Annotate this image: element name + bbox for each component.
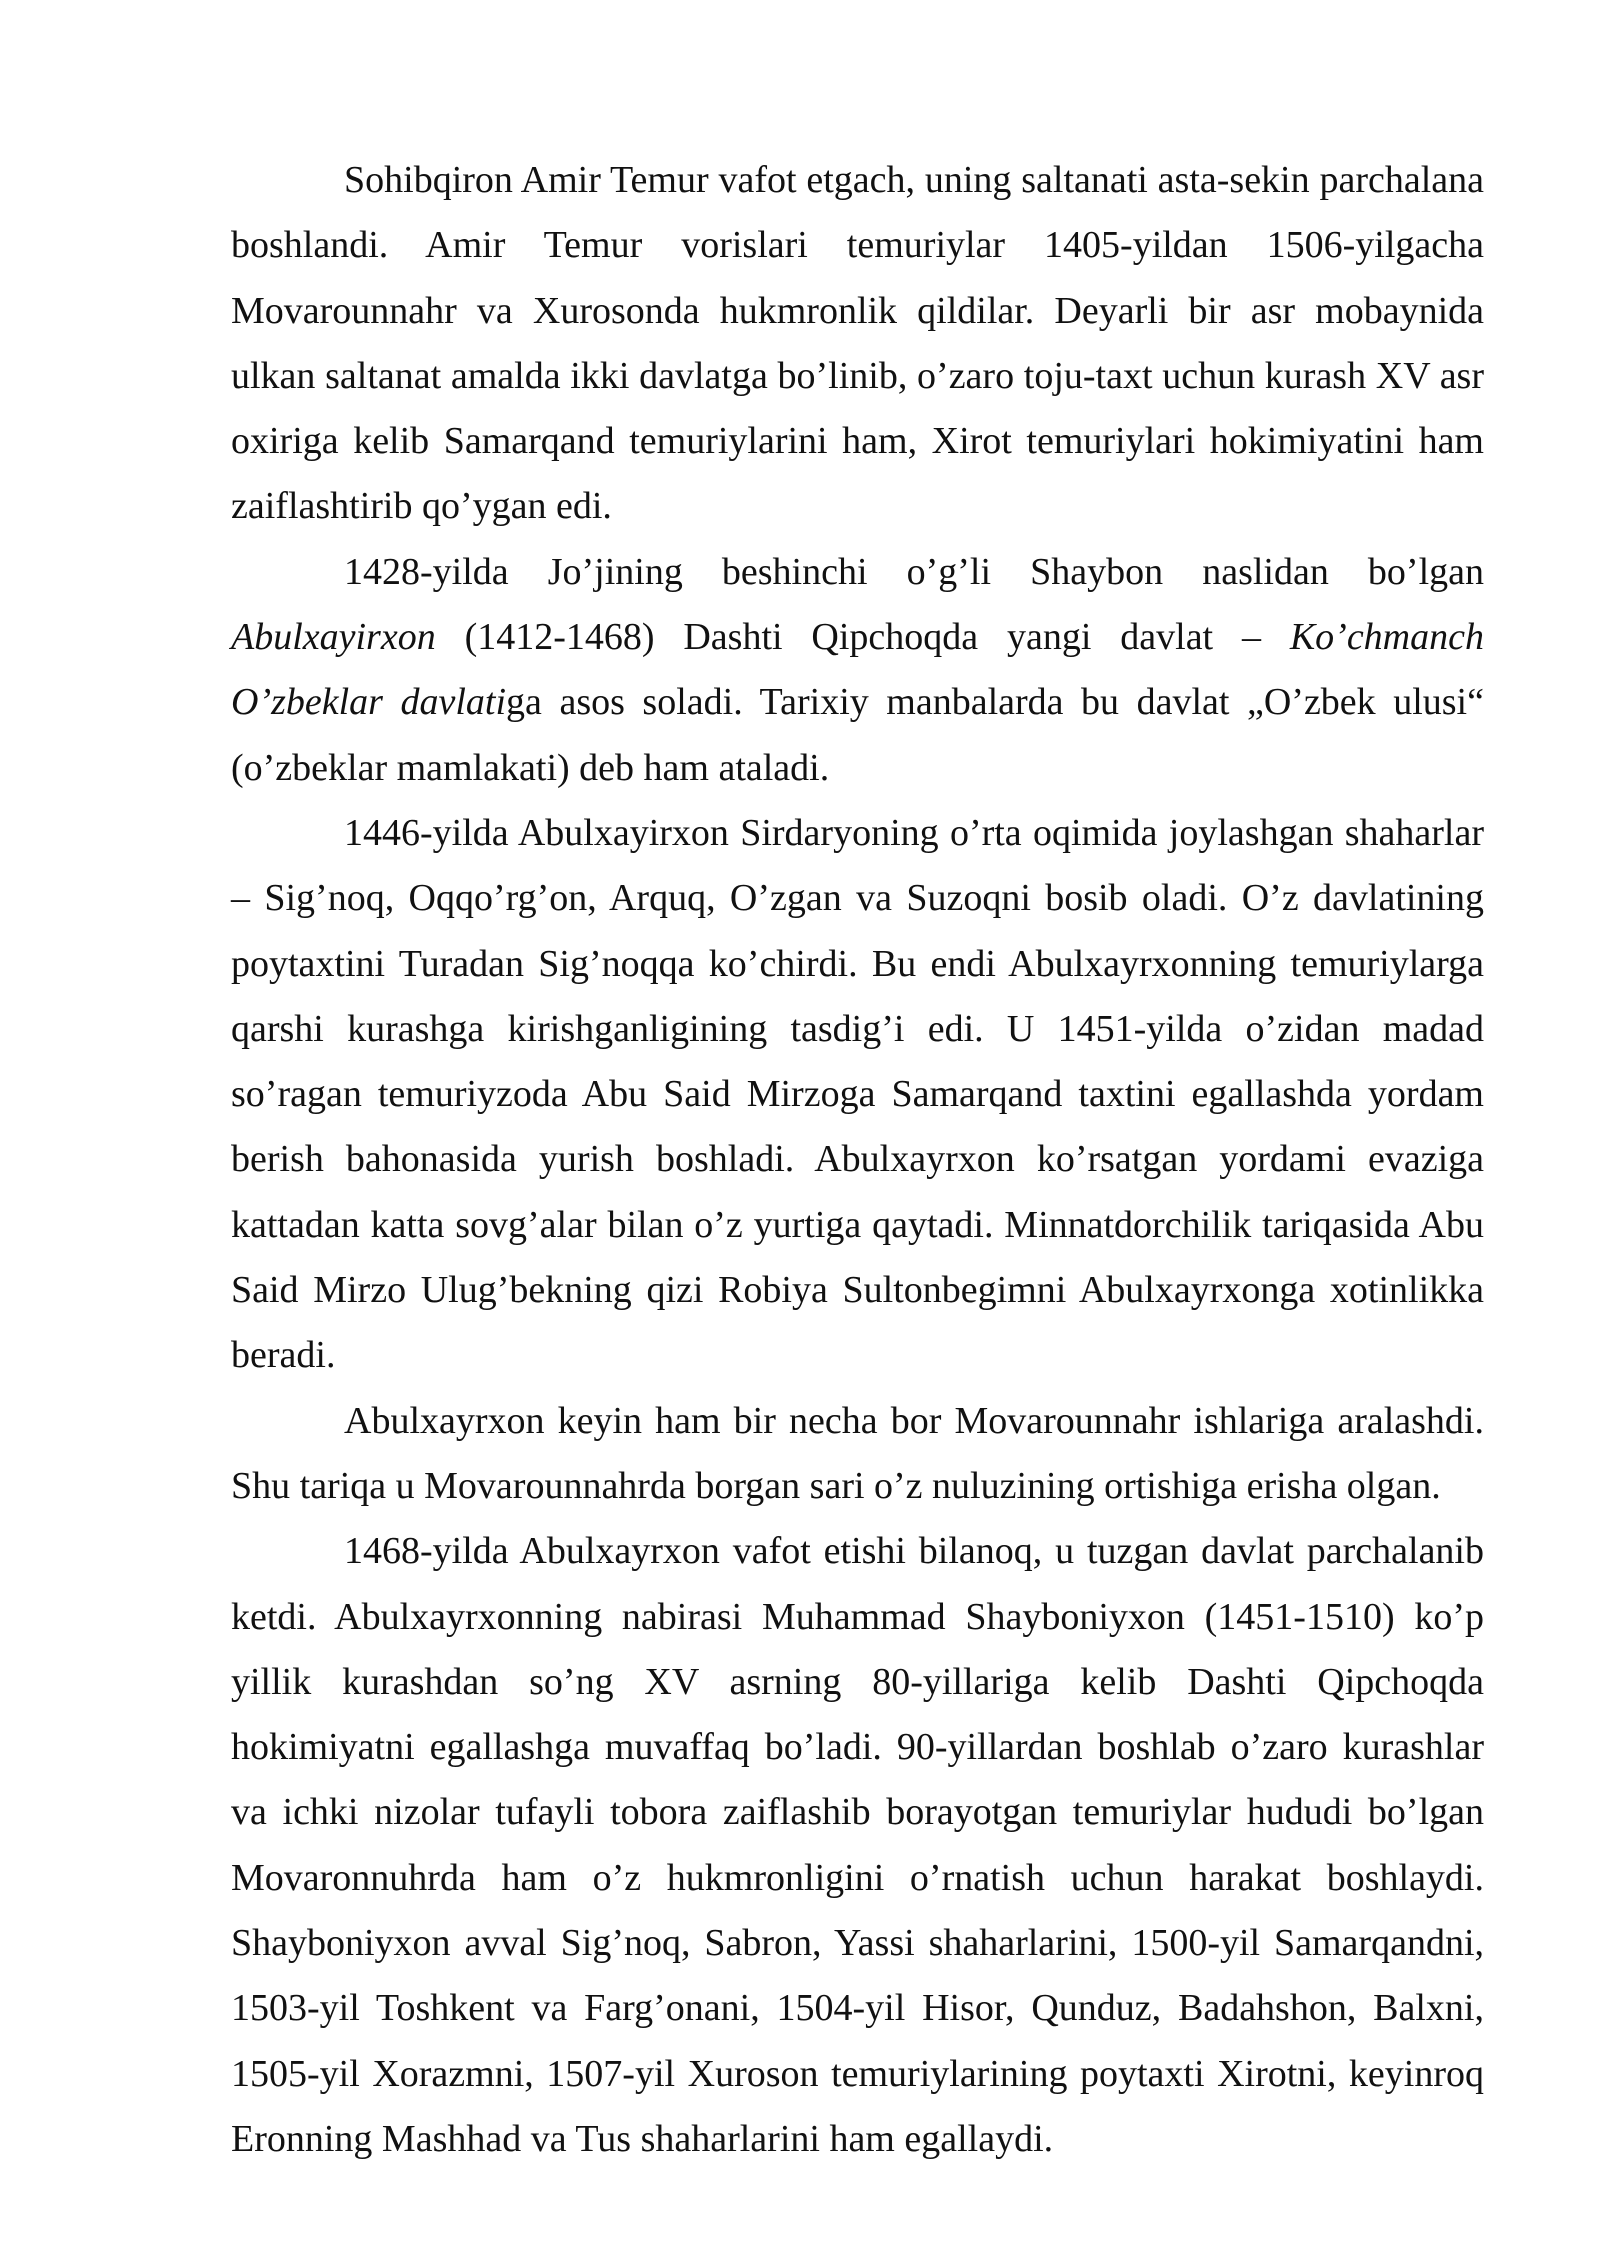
paragraph-3 bbox=[231, 801, 1484, 1389]
paragraph-2 bbox=[231, 540, 1484, 801]
paragraph-1-text: Sohibqiron Amir Temur vafot etgach, uning saltanati asta-sekin parchalana boshlandi. Amir Temur vorislari temuriylar 1405-yildan 1506-yilgacha Movarounnahr va Xurosonda hukmronlik qildilar. Deyarli bir asr mobaynida ulkan saltanat amalda ikki davlatga bo’linib, o’zaro toju-taxt uchun kurash XV asr oxiriga kelib Samarqand temuriylarini ham, Xirot temuriylari hokimiyatini ham zaiflashtirib qo’ygan edi. bbox=[231, 159, 1484, 528]
paragraph-1 bbox=[231, 148, 1484, 540]
paragraph-2-text-c: ga asos soladi. Tarixiy manbalarda bu davlat „O’zbek ulusi“ (o’zbeklar mamlakati) deb ham ataladi. bbox=[231, 681, 1484, 789]
document-body bbox=[231, 148, 1484, 2172]
paragraph-2-italic-abulxayirxon: Abulxayirxon bbox=[231, 616, 436, 659]
paragraph-5-text: 1468-yilda Abulxayrxon vafot etishi bilanoq, u tuzgan davlat parchalanib ketdi. Abulxayrxonning nabirasi Muhammad Shayboniyxon (1451-1510) ko’p yillik kurashdan so’ng XV asrning 80-yillariga kelib Dashti Qipchoqda hokimiyatni egallashga muvaffaq bo’ladi. 90-yillardan boshlab o’zaro kurashlar va ichki nizolar tufayli tobora zaiflashib borayotgan temuriylar hududi bo’lgan Movaronnuhrda ham o’z hukmronligini o’rnatish uchun harakat boshlaydi. Shayboniyxon avval Sig’noq, Sabron, Yassi shaharlarini, 1500-yil Samarqandni, 1503-yil Toshkent va Farg’onani, 1504-yil Hisor, Qunduz, Badahshon, Balxni, 1505-yil Xorazmni, 1507-yil Xuroson temuriylarining poytaxti Xirotni, keyinroq Eronning Mashhad va Tus shaharlarini ham egallaydi. bbox=[231, 1530, 1484, 2160]
paragraph-2-italic-state-name: Ko’chmanch O’zbeklar davlati bbox=[231, 616, 1484, 724]
paragraph-4-text: Abulxayrxon keyin ham bir necha bor Movarounnahr ishlariga aralashdi. Shu tariqa u Movarounnahrda borgan sari o’z nuluzining ortishiga erisha olgan. bbox=[231, 1399, 1484, 1507]
paragraph-5 bbox=[231, 1519, 1484, 2172]
paragraph-2-text-a: 1428-yilda Jo’jining beshinchi o’g’li Shaybon naslidan bo’lgan bbox=[344, 550, 1484, 593]
paragraph-2-text-b: (1412-1468) Dashti Qipchoqda yangi davlat – bbox=[435, 616, 1290, 659]
paragraph-4 bbox=[231, 1389, 1484, 1520]
paragraph-3-text: 1446-yilda Abulxayirxon Sirdaryoning o’rta oqimida joylashgan shaharlar – Sig’noq, Oqqo’rg’on, Arquq, O’zgan va Suzoqni bosib oladi. O’z davlatining poytaxtini Turadan Sig’noqqa ko’chirdi. Bu endi Abulxayrxonning temuriylarga qarshi kurashga kirishganligining tasdig’i edi. U 1451-yilda o’zidan madad so’ragan temuriyzoda Abu Said Mirzoga Samarqand taxtini egallashda yordam berish bahonasida yurish boshladi. Abulxayrxon ko’rsatgan yordami evaziga kattadan katta sovg’alar bilan o’z yurtiga qaytadi. Minnatdorchilik tariqasida Abu Said Mirzo Ulug’bekning qizi Robiya Sultonbegimni Abulxayrxonga xotinlikka beradi. bbox=[231, 811, 1484, 1377]
